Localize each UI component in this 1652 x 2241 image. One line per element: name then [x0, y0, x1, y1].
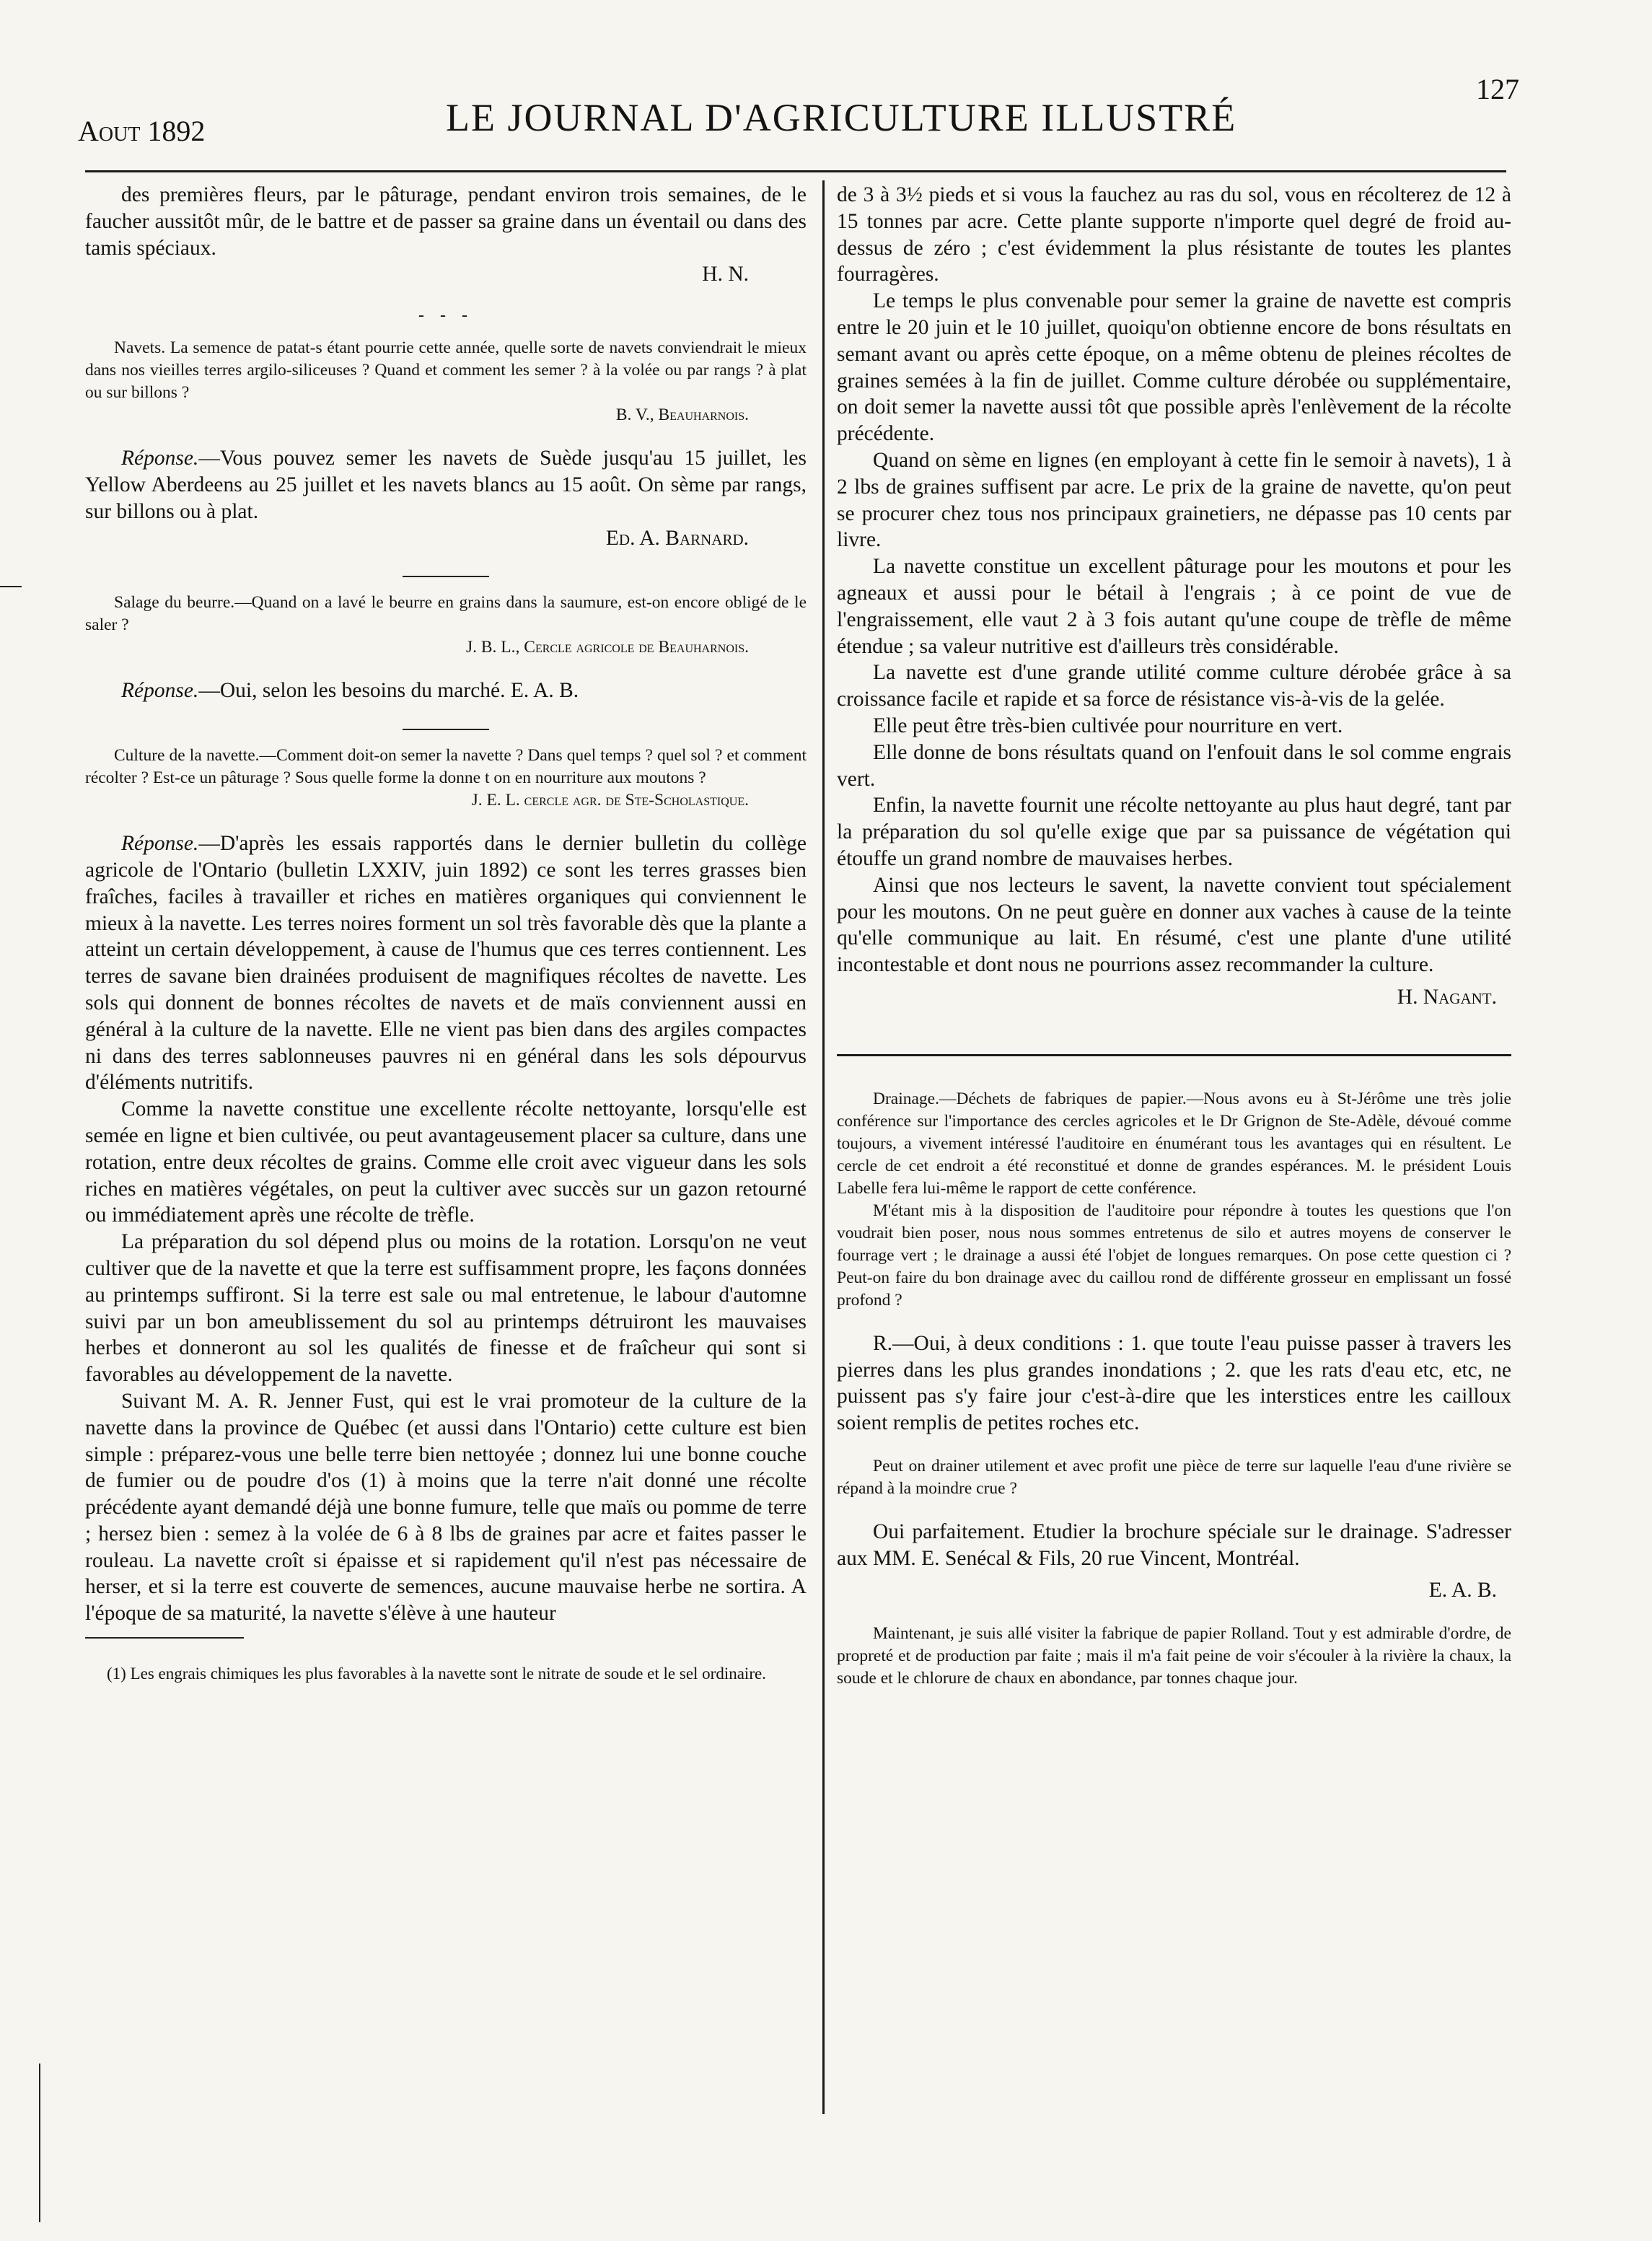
paragraph-lignes: Quand on sème en lignes (en employant à cette fin le semoir à navets), 1 à 2 lbs de graines suffisent par acre. Le prix de la graine de navette, qu'on peut se procurer chez tous nos principaux grainetiers, ne dépasse pas 10 cents par livre.: [837, 448, 1511, 552]
left-column: [85, 182, 807, 1685]
paragraph-paturage: La navette constitue un excellent pâturage pour les moutons et pour les agneaux et aussi pour le bétail à l'engrais ; à ce point de vue de l'engraissement, elle vaut 2 à 3 fois autant qu'une coupe de trèfle de même étendue ; sa valeur nutritive est d'ailleurs très considérable.: [837, 555, 1511, 658]
header-rule: [85, 170, 1506, 172]
answer-text: —Oui, selon les besoins du marché.: [198, 679, 506, 703]
paragraph-enfin: Enfin, la navette fournit une récolte nettoyante au plus haut degré, tant par la préparation du sol qu'elle exige que par sa puissance de végétation qui étouffe un grand nombre de mauvaises herbes.: [837, 794, 1511, 870]
question-salage-signature: J. B. L., Cercle agricole de Beauharnois.: [465, 638, 749, 657]
paragraph-oui-parfaitement: Oui parfaitement. Etudier la brochure spéciale sur le drainage. S'adresser aux MM. E. Senécal & Fils, 20 rue Vincent, Montréal.: [837, 1519, 1511, 1570]
intro-paragraph: des premières fleurs, par le pâturage, pendant environ trois semaines, de le faucher aussitôt mûr, de le battre et de passer sa graine dans un éventail ou dans des tamis spéciaux.: [85, 183, 807, 260]
page-number: 127: [1476, 73, 1519, 105]
right-column: [837, 182, 1511, 1690]
answer-navets-signature: Ed. A. Barnard.: [605, 526, 749, 550]
paragraph-ainsi: Ainsi que nos lecteurs le savent, la navette convient tout spécialement pour les moutons. On ne peut guère en donner aux vaches à cause de la teinte qu'elle communique au lait. En résumé, c'est une plante d'une utilité incontestable et dont nous ne pourrions assez recommander la culture.: [837, 873, 1511, 977]
answer-text: —Vous pouvez semer les navets de Suède jusqu'au 15 juillet, les Yellow Aberdeens au 25 juillet et les navets blancs au 15 août. On sème par rangs, sur billons ou à plat.: [85, 447, 807, 523]
question-culture: Culture de la navette.—Comment doit-on semer la navette ? Dans quel temps ? quel sol ? et comment récolter ? Est-ce un pâturage ? Sous quelle forme la donne t on en nourriture aux moutons ?: [85, 746, 807, 788]
question-navets: Navets. La semence de patat-s étant pourrie cette année, quelle sorte de navets conviendrait le mieux dans nos vieilles terres argilo-siliceuses ? Quand et comment les semer ? à la volée ou par rangs ? à plat ou sur billons ?: [85, 338, 807, 403]
signature-nagant: H. Nagant.: [1397, 985, 1497, 1009]
question-culture-signature: J. E. L. cercle agr. de Ste-Scholastique.: [471, 791, 749, 810]
separator: [403, 576, 489, 577]
answer-culture: [85, 830, 807, 1096]
paragraph-vert: Elle peut être très-bien cultivée pour nourriture en vert.: [873, 714, 1343, 737]
paragraph-temps: Le temps le plus convenable pour semer la graine de navette est compris entre le 20 juin et le 10 juillet, quoiqu'on obtienne encore de bons résultats en semant avant ou après cette époque, on a même obtenu de pleines récoltes de graines semées à la fin de juillet. Comme culture dérobée ou supplémentaire, on doit semer la navette aussi tôt que possible après l'enlèvement de la récolte précédente.: [837, 289, 1511, 446]
paragraph-r-oui: R.—Oui, à deux conditions : 1. que toute l'eau puisse passer à travers les pierres dans les plus grandes inondations ; 2. que les rats d'eau etc, etc, ne puissent pas s'y faire jour c'est-à-dire que les interstices entre les cailloux soient remplis de petites roches etc.: [837, 1331, 1511, 1435]
footnote: (1) Les engrais chimiques les plus favorables à la navette sont le nitrate de soude et le sel ordinaire.: [107, 1665, 766, 1683]
margin-line: [39, 2064, 40, 2222]
answer-salage-signature: E. A. B.: [510, 679, 579, 703]
paragraph-utilite: La navette est d'une grande utilité comme culture dérobée grâce à sa croissance facile et rapide et sa force de résistance vis-à-vis de la gelée.: [837, 661, 1511, 711]
intro-signature: H. N.: [702, 263, 749, 286]
paragraph-comme: Comme la navette constitue une excellente récolte nettoyante, lorsqu'elle est semée en ligne et bien cultivée, ou peut avantageusement placer sa culture, dans une rotation, entre deux récoltes de grains. Comme elle croit avec vigueur dans les sols riches en matières végétales, on peut la cultiver avec succès sur un gazon retourné ou immédiatement après une récolte de trèfle.: [85, 1097, 807, 1227]
signature-eab: E. A. B.: [1428, 1579, 1497, 1602]
paragraph-jenner: Suivant M. A. R. Jenner Fust, qui est le vrai promoteur de la culture de la navette dans la province de Québec (et aussi dans l'Ontario) cette culture est bien simple : préparez-vous une belle terre bien nettoyée ; donnez lui une bonne couche de fumier ou de poudre d'os (1) à moins que la terre n'ait donné une récolte précédente ayant demandé déjà une bonne fumure, telle que maïs ou pomme de terre ; hersez bien : semez à la volée de 6 à 8 lbs de graines par acre et faites passer le rouleau. La navette croît si épaisse et si rapidement qu'il n'est pas nécessaire de herser, et si la terre est couverte de semences, aucune mauvaise herbe ne sortira. A l'époque de sa maturité, la navette s'élève à une hauteur: [85, 1389, 807, 1626]
issue-date: Aout 1892: [78, 115, 206, 147]
paragraph-peut-on: Peut on drainer utilement et avec profit une pièce de terre sur laquelle l'eau d'une rivière se répand à la moindre crue ?: [837, 1456, 1511, 1498]
paragraph-maintenant: Maintenant, je suis allé visiter la fabrique de papier Rolland. Tout y est admirable d'ordre, de propreté et de production par faite ; mais il m'a fait peine de voir s'écouler à la rivière la chaux, la soude et le chlorure de chaux en abondance, par tonnes chaque jour.: [837, 1624, 1511, 1688]
paragraph-drainage: Drainage.—Déchets de fabriques de papier.—Nous avons eu à St-Jérôme une très jolie conférence sur l'importance des cercles agricoles et le Dr Grignon de Ste-Adèle, dévoué comme toujours, a vivement intéressé l'auditoire en énumérant tous les avantages qui en résultent. Le cercle de cet endroit a été reconstitué et donne de grandes espérances. M. le président Louis Labelle fera lui-même le rapport de cette conférence.: [837, 1089, 1511, 1198]
page-header: [78, 58, 1528, 147]
paragraph-engrais: Elle donne de bons résultats quand on l'enfouit dans le sol comme engrais vert.: [837, 740, 1511, 791]
paragraph-continued: de 3 à 3½ pieds et si vous la fauchez au ras du sol, vous en récolterez de 12 à 15 tonnes par acre. Cette plante supporte n'importe quel degré de froid au-dessus de zéro ; c'est évidemment la plus résistante de toutes les plantes fourragères.: [837, 183, 1511, 286]
answer-text: —D'après les essais rapportés dans le dernier bulletin du collège agricole de l'Ontario (bulletin LXXIV, juin 1892) ce sont les terres grasses bien fraîches, faciles à travailler et riches en matières organiques qui conviennent le mieux à la navette. Les terres noires forment un sol très favorable dès que la plante a atteint un certain développement, à cause de l'humus que ces terres contiennent. Les terres de savane bien drainées produisent de magnifiques récoltes de navette. Les sols qui donnent de bonnes récoltes de navets et de maïs conviennent aussi en général à la culture de la navette. Elle ne vient pas bien dans des argiles compactes ni dans des terres sablonneuses pauvres ni en général dans les sols dépourvus d'éléments nutritifs.: [85, 832, 807, 1095]
question-salage: Salage du beurre.—Quand on a lavé le beurre en grains dans la saumure, est-on encore obligé de le saler ?: [85, 593, 807, 635]
journal-title: LE JOURNAL D'AGRICULTURE ILLUSTRÉ: [446, 96, 1237, 139]
separator: - - -: [418, 306, 473, 325]
answer-label: Réponse.: [121, 832, 199, 856]
margin-mark: [0, 586, 22, 587]
footnote-rule: [85, 1637, 244, 1639]
answer-salage: [85, 677, 807, 704]
column-divider: [822, 180, 825, 2114]
answer-label: Réponse.: [121, 679, 199, 703]
paragraph-preparation: La préparation du sol dépend plus ou moins de la rotation. Lorsqu'on ne veut cultiver que de la navette et que la terre est suffisamment propre, les façons données au printemps suffiront. Si la terre est sale ou mal entretenue, le labour d'automne suivi par un bon ameublissement du sol au printemps détruiront les mauvaises herbes et donneront au sol les qualités de finesse et de fraîcheur qui sont si favorables au développement de la navette.: [85, 1230, 807, 1387]
paragraph-metant: M'étant mis à la disposition de l'auditoire pour répondre à toutes les questions que l'on voudrait bien poser, nous nous sommes entretenus de silo et autres moyens de conserver le fourrage vert ; le drainage a aussi été l'objet de longues remarques. On pose cette question ci ? Peut-on faire du bon drainage avec du caillou rond de différente grosseur en emplissant un fossé profond ?: [837, 1201, 1511, 1310]
separator: [403, 729, 489, 730]
question-navets-signature: B. V., Beauharnois.: [615, 405, 749, 425]
answer-label: Réponse.: [121, 447, 199, 470]
answer-navets: [85, 445, 807, 525]
section-rule: [837, 1054, 1511, 1056]
